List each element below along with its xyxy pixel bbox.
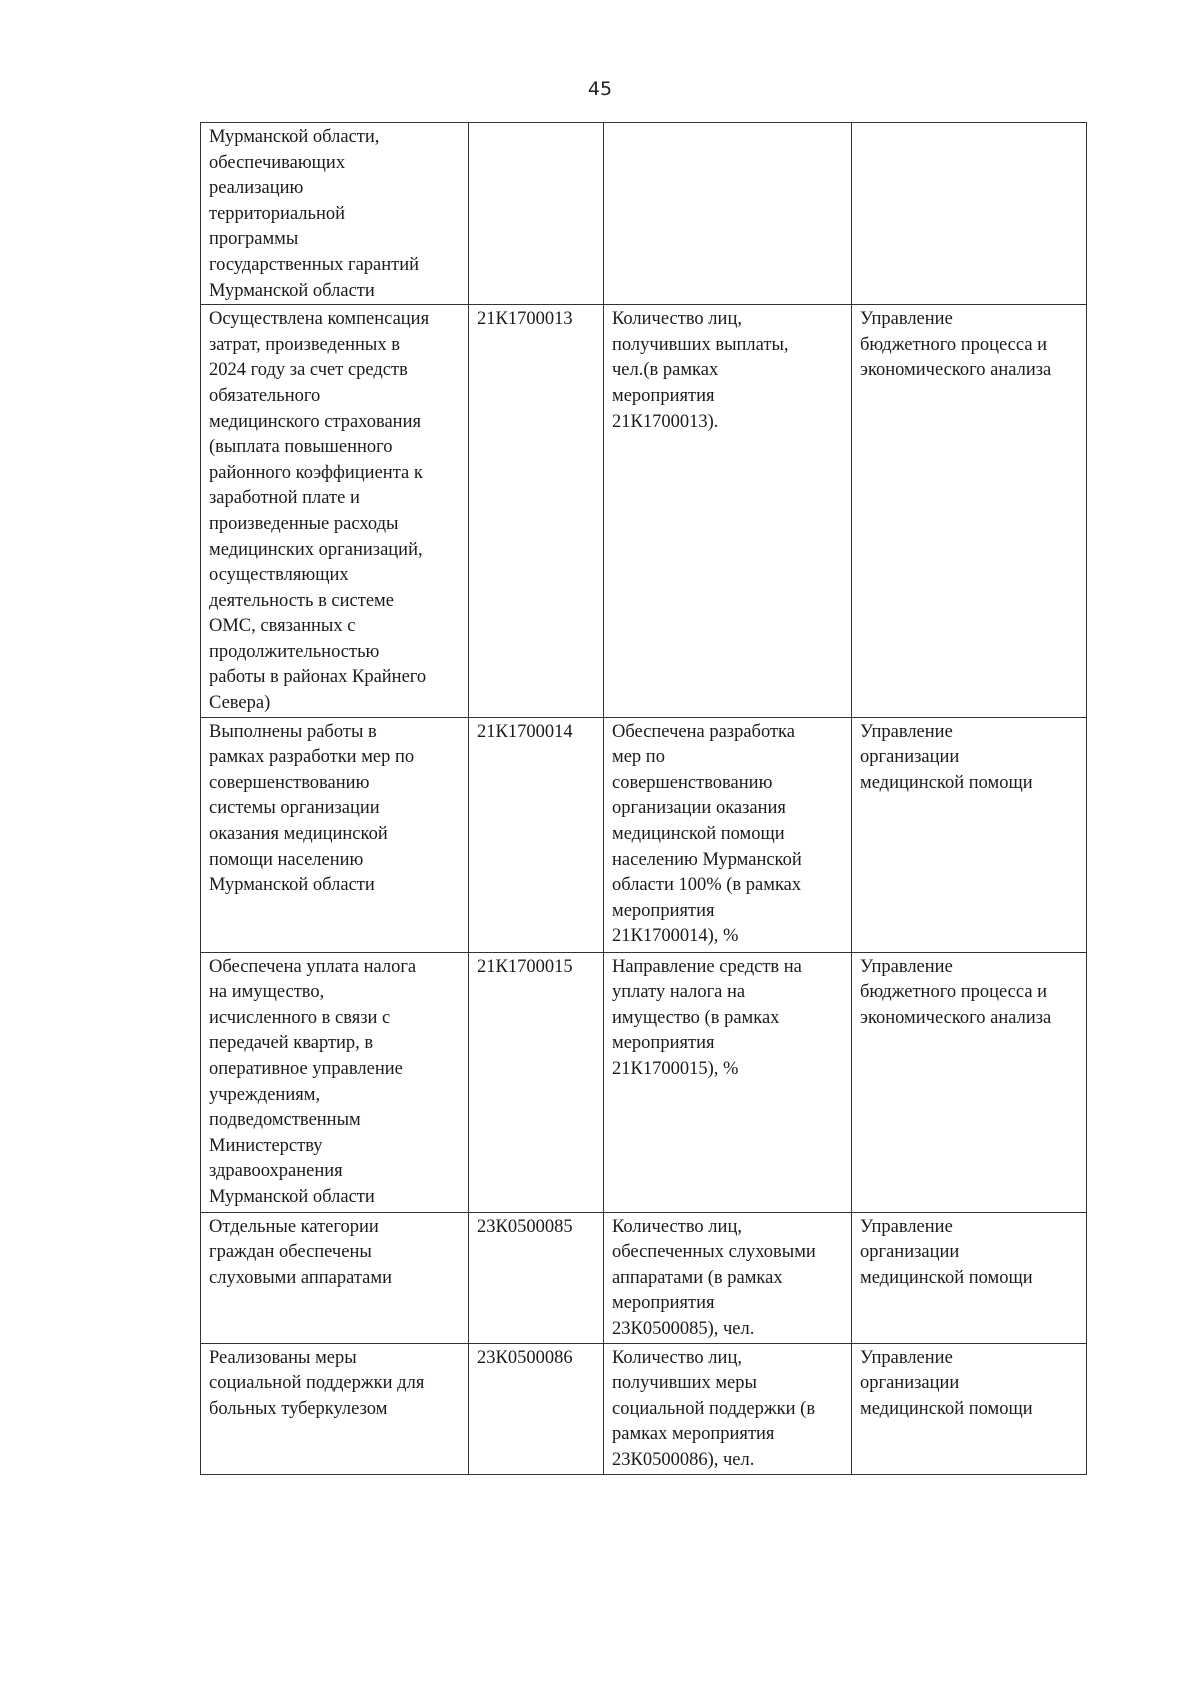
indicator-cell (604, 123, 852, 305)
department-cell: Управление бюджетного процесса и экономического анализа (852, 952, 1087, 1212)
code-cell: 21К1700015 (469, 952, 604, 1212)
indicator-cell: Количество лиц, получивших меры социальной поддержки (в рамках мероприятия 23К0500086), чел. (604, 1343, 852, 1474)
indicator-cell: Количество лиц, получивших выплаты, чел.(в рамках мероприятия 21К1700013). (604, 305, 852, 718)
indicator-cell: Количество лиц, обеспеченных слуховыми аппаратами (в рамках мероприятия 23К0500085), чел. (604, 1212, 852, 1343)
result-cell: Реализованы меры социальной поддержки для больных туберкулезом (201, 1343, 469, 1474)
department-cell: Управление бюджетного процесса и экономического анализа (852, 305, 1087, 718)
table-row (201, 1212, 1087, 1343)
table-row (201, 717, 1087, 952)
department-cell: Управление организации медицинской помощи (852, 1343, 1087, 1474)
result-cell: Мурманской области, обеспечивающих реализацию территориальной программы государственных гарантий Мурманской области (201, 123, 469, 305)
table-row (201, 305, 1087, 718)
code-cell: 23К0500085 (469, 1212, 604, 1343)
code-cell: 21К1700014 (469, 717, 604, 952)
result-cell: Отдельные категории граждан обеспечены слуховыми аппаратами (201, 1212, 469, 1343)
department-cell (852, 123, 1087, 305)
department-cell: Управление организации медицинской помощи (852, 717, 1087, 952)
result-cell: Обеспечена уплата налога на имущество, исчисленного в связи с передачей квартир, в оперативное управление учреждениям, подведомственным Министерству здравоохранения Мурманской области (201, 952, 469, 1212)
result-cell: Осуществлена компенсация затрат, произведенных в 2024 году за счет средств обязательного медицинского страхования (выплата повышенного районного коэффициента к заработной плате и произведенные расходы медицинских организаций, осуществляющих деятельность в системе ОМС, связанных с продолжительностью работы в районах Крайнего Севера) (201, 305, 469, 718)
code-cell: 21К1700013 (469, 305, 604, 718)
result-cell: Выполнены работы в рамках разработки мер по совершенствованию системы организации оказания медицинской помощи населению Мурманской области (201, 717, 469, 952)
indicator-cell: Обеспечена разработка мер по совершенствованию организации оказания медицинской помощи населению Мурманской области 100% (в рамках мероприятия 21К1700014), % (604, 717, 852, 952)
measures-table (200, 122, 1087, 1475)
table-row (201, 123, 1087, 305)
page-number: 45 (587, 78, 613, 100)
department-cell: Управление организации медицинской помощи (852, 1212, 1087, 1343)
code-cell: 23К0500086 (469, 1343, 604, 1474)
table-row (201, 952, 1087, 1212)
table-row (201, 1343, 1087, 1474)
indicator-cell: Направление средств на уплату налога на имущество (в рамках мероприятия 21К1700015), % (604, 952, 852, 1212)
code-cell (469, 123, 604, 305)
